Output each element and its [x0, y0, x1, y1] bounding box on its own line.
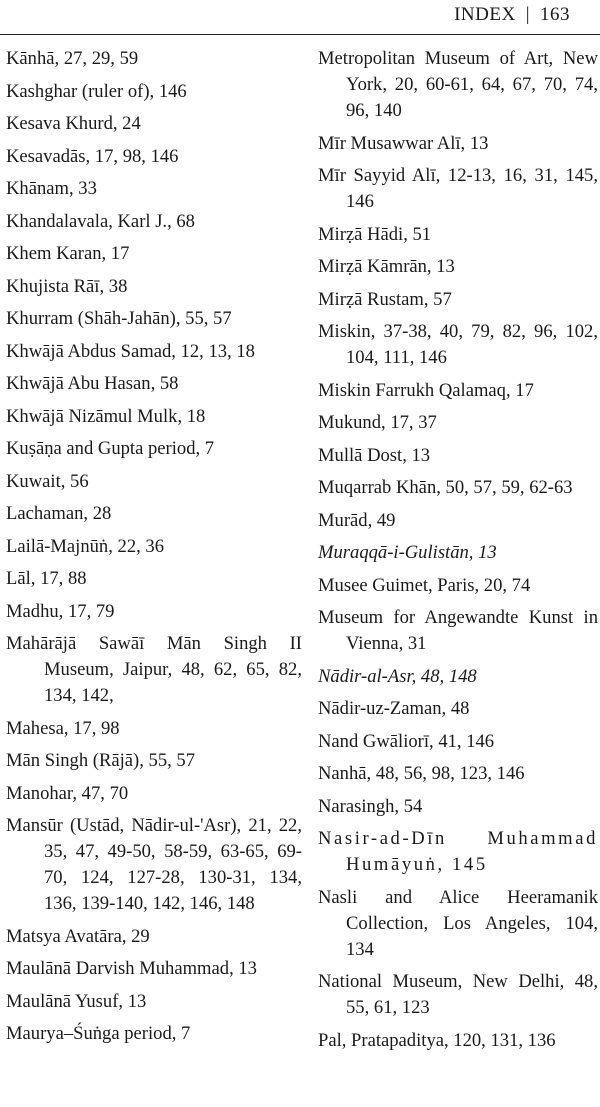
index-entry: Miskin Farrukh Qalamaq, 17 [318, 379, 534, 401]
index-entry: Khwājā Abdus Samad, 12, 13, 18 [6, 340, 255, 362]
index-entry: Mirẓā Rustam, 57 [318, 288, 452, 310]
index-entry: Maulānā Yusuf, 13 [6, 990, 147, 1012]
index-entry: Kuṣāṇa and Gupta period, 7 [6, 438, 215, 459]
index-entry: Khwājā Abu Hasan, 58 [6, 373, 179, 394]
index-entry: Pal, Pratapaditya, 120, 131, 136 [318, 1029, 556, 1051]
index-entry: Nand Gwāliorī, 41, 146 [318, 730, 495, 752]
running-header [454, 4, 570, 26]
index-entry: Kuwait, 56 [6, 470, 89, 492]
index-entry: Miskin, 37-38, 40, 79, 82, 96, 102, 104, 111, 146 [318, 321, 598, 368]
index-entry: Kashghar (ruler of), 146 [6, 80, 187, 102]
index-entry: Narasingh, 54 [318, 795, 423, 817]
index-entry: Mahesa, 17, 98 [6, 717, 120, 739]
index-entry: Mirẓā Kāmrān, 13 [318, 256, 455, 277]
index-entry: Khurram (Shāh-Jahān), 55, 57 [6, 308, 232, 329]
index-entry: Lailā-Majnūṅ, 22, 36 [6, 535, 165, 557]
header-separator: | [525, 4, 530, 25]
index-entry: Murād, 49 [318, 509, 396, 531]
index-entry: Mansūr (Ustād, Nādir-ul-'Asr), 21, 22, 35, 47, 49-50, 58-59, 63-65, 69-70, 124, 127-28, 130-31, 134, 136, 139-140, 142, 146, 148 [6, 815, 302, 914]
index-entry: Kesavadās, 17, 98, 146 [6, 145, 179, 167]
index-entry: Museum for Angewandte Kunst in Vienna, 31 [318, 607, 598, 654]
index-entry: Madhu, 17, 79 [6, 600, 115, 622]
index-entry: Khandalavala, Karl J., 68 [6, 210, 195, 232]
index-entry: Kesava Khurd, 24 [6, 113, 141, 134]
index-entry: Mān Singh (Rājā), 55, 57 [6, 750, 196, 771]
header-rule [0, 34, 600, 35]
index-entry: Nasir-ad-Dīn Muhammad Humāyuṅ, 145 [318, 828, 598, 875]
index-column-right [318, 46, 598, 1060]
index-column-left [6, 46, 302, 1054]
index-entry: Mahārājā Sawāī Mān Singh II Museum, Jaipur, 48, 62, 65, 82, 134, 142, [6, 633, 302, 706]
index-entry: Khwājā Nizāmul Mulk, 18 [6, 405, 206, 427]
index-entry: Khem Karan, 17 [6, 243, 130, 264]
index-entry: Mullā Dost, 13 [318, 444, 431, 466]
index-entry: Metropolitan Museum of Art, New York, 20, 60-61, 64, 67, 70, 74, 96, 140 [318, 48, 598, 121]
index-entry: Nanhā, 48, 56, 98, 123, 146 [318, 763, 525, 784]
index-entry: Mirẓā Hādi, 51 [318, 223, 432, 245]
index-entry: Khujista Rāī, 38 [6, 275, 128, 297]
index-entry: Musee Guimet, Paris, 20, 74 [318, 574, 531, 596]
page-number: 163 [540, 4, 570, 25]
index-entry: Mukund, 17, 37 [318, 412, 437, 433]
index-entry: Khānam, 33 [6, 178, 97, 199]
index-entry: Nādir-al-Asr, 48, 148 [318, 665, 477, 687]
index-entry: Maurya–Śuṅga period, 7 [6, 1023, 191, 1044]
index-entry: Nasli and Alice Heeramanik Collection, Los Angeles, 104, 134 [318, 886, 598, 960]
index-entry: Mīr Sayyid Alī, 12-13, 16, 31, 145, 146 [318, 165, 598, 212]
header-label: INDEX [454, 4, 516, 25]
index-entry: Muqarrab Khān, 50, 57, 59, 62-63 [318, 477, 573, 498]
index-entry: Lāl, 17, 88 [6, 568, 87, 589]
index-entry: Maulānā Darvish Muhammad, 13 [6, 958, 257, 979]
index-entry: Mīr Musawwar Alī, 13 [318, 132, 489, 154]
index-entry: Kānhā, 27, 29, 59 [6, 48, 139, 69]
index-entry: Nādir-uz-Zaman, 48 [318, 698, 470, 719]
index-entry: National Museum, New Delhi, 48, 55, 61, 123 [318, 971, 598, 1018]
index-entry: Manohar, 47, 70 [6, 782, 129, 804]
index-entry: Matsya Avatāra, 29 [6, 925, 150, 947]
index-entry: Muraqqā-i-Gulistān, 13 [318, 542, 497, 563]
index-entry: Lachaman, 28 [6, 503, 112, 524]
